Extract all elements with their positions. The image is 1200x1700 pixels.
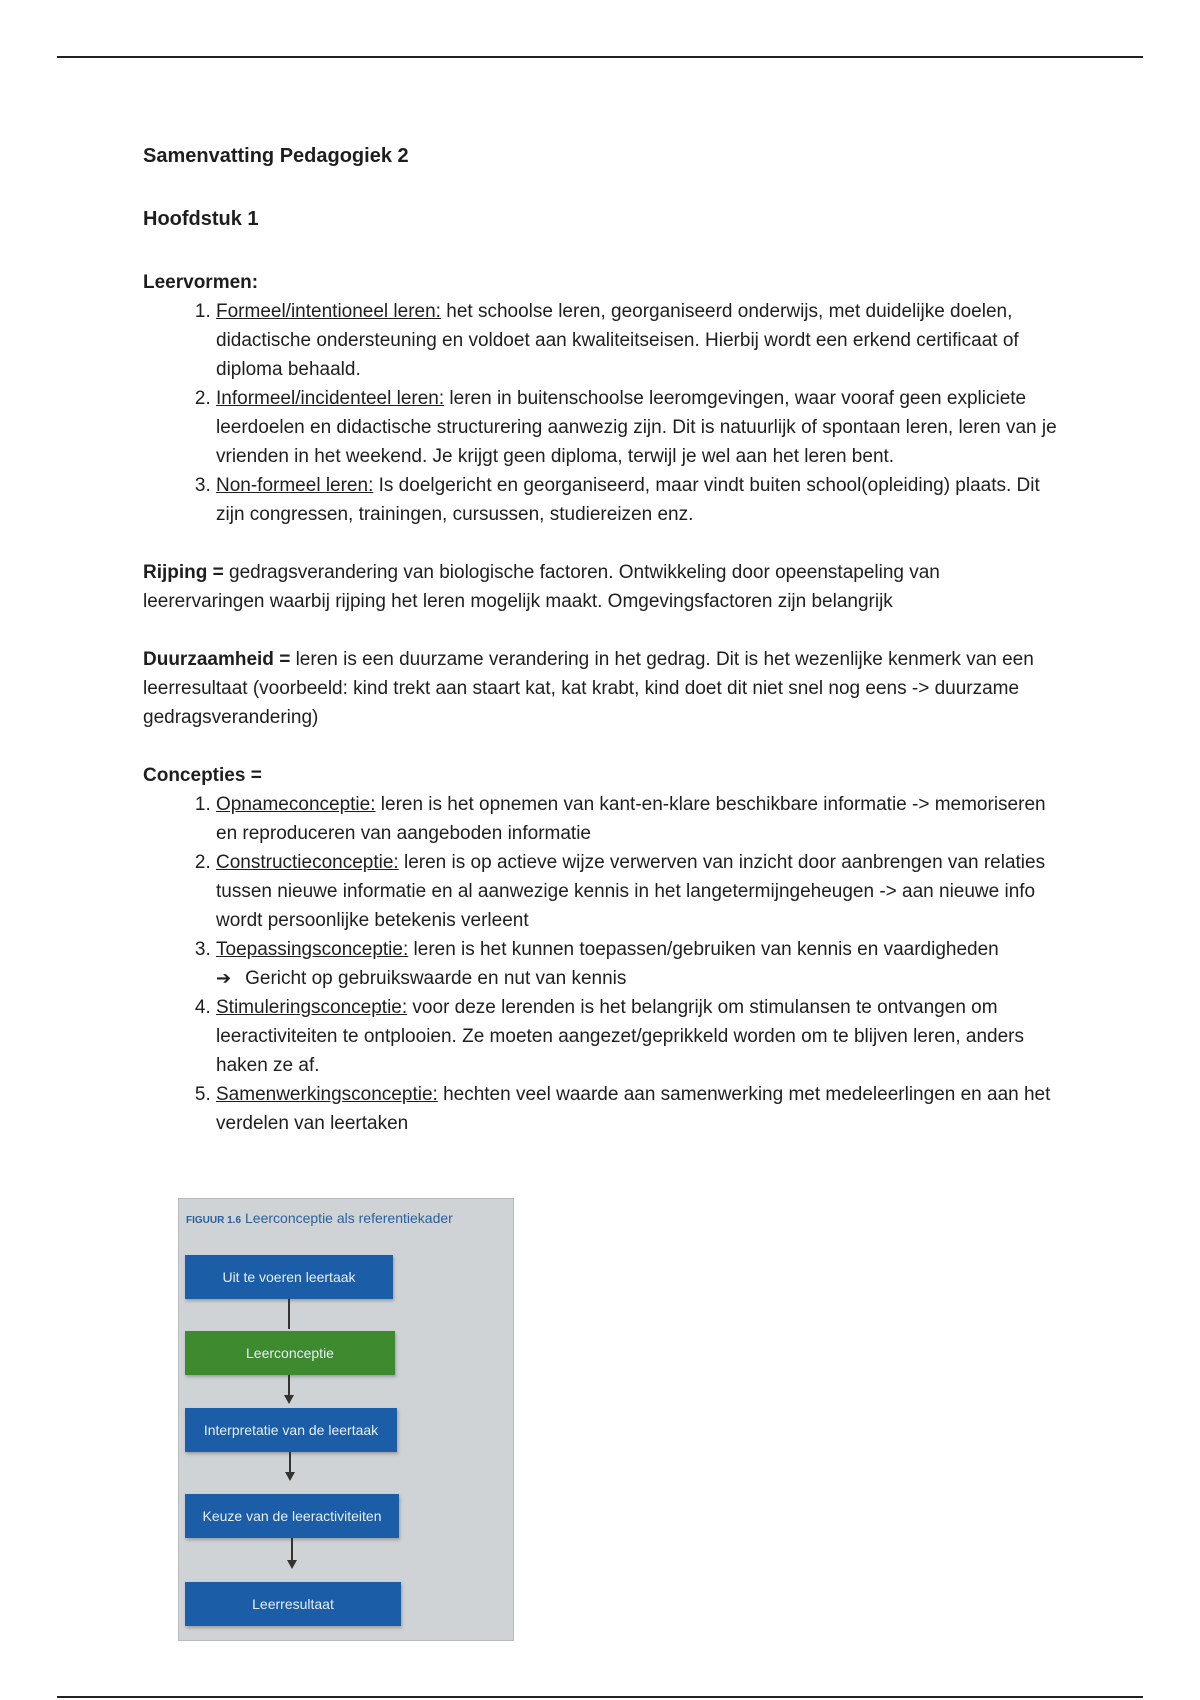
flow-connector bbox=[291, 1538, 293, 1560]
list-item-text: Is doelgericht en georganiseerd, maar vindt buiten school(opleiding) plaats. Dit zijn congressen, trainingen, cursussen, studiereizen enz. bbox=[216, 475, 1040, 525]
rijping-paragraph bbox=[143, 558, 1063, 616]
list-item-text: leren is op actieve wijze verwerven van inzicht door aanbrengen van relaties tussen nieuwe informatie en al aanwezige kennis in het langetermijngeheugen -> aan nieuwe info wordt persoonlijke betekenis verleent bbox=[216, 852, 1046, 931]
duurzaamheid-text: leren is een duurzame verandering in het gedrag. Dit is het wezenlijke kenmerk van een leerresultaat (voorbeeld: kind trekt aan staart kat, kat krabt, kind doet dit niet snel nog eens -> duurzame gedragsverandering) bbox=[143, 649, 1034, 728]
concepties-heading: Concepties = bbox=[143, 765, 262, 786]
arrow-down-icon bbox=[287, 1560, 297, 1569]
leervormen-heading: Leervormen: bbox=[143, 272, 259, 293]
list-item-text: leren is het kunnen toepassen/gebruiken van kennis en vaardigheden bbox=[408, 939, 999, 960]
list-item-term: Stimuleringsconceptie: bbox=[216, 997, 408, 1018]
sub-bullet-text: Gericht op gebruikswaarde en nut van kennis bbox=[245, 968, 627, 989]
sub-bullet bbox=[216, 964, 1063, 993]
document-body bbox=[143, 142, 1063, 1138]
list-item-term: Samenwerkingsconceptie: bbox=[216, 1084, 438, 1105]
list-item-text: leren in buitenschoolse leeromgevingen, waar vooraf geen expliciete leerdoelen en didactische structurering aanwezig zijn. Dit is natuurlijk of spontaan leren, leren van je vrienden in het weekend. Je krijgt geen diploma, terwijl je wel aan het leren bent. bbox=[216, 388, 1057, 467]
flow-connector bbox=[289, 1452, 291, 1472]
top-rule bbox=[57, 56, 1143, 58]
list-item-text: hechten veel waarde aan samenwerking met medeleerlingen en aan het verdelen van leertaken bbox=[216, 1084, 1051, 1134]
list-item bbox=[216, 993, 1063, 1080]
figure-leerconceptie bbox=[178, 1198, 514, 1641]
list-item bbox=[216, 297, 1063, 384]
figure-label: FIGUUR 1.6 bbox=[186, 1215, 242, 1226]
list-item bbox=[216, 384, 1063, 471]
list-item-term: Toepassingsconceptie: bbox=[216, 939, 409, 960]
duurzaamheid-paragraph bbox=[143, 645, 1063, 732]
list-item bbox=[216, 790, 1063, 848]
flow-box-leerconceptie: Leerconceptie bbox=[185, 1331, 395, 1375]
chapter-heading: Hoofdstuk 1 bbox=[143, 208, 259, 230]
list-item bbox=[216, 848, 1063, 935]
list-item-term: Constructieconceptie: bbox=[216, 852, 399, 873]
flow-box-keuze: Keuze van de leeractiviteiten bbox=[185, 1494, 399, 1538]
figure-caption-text: Leerconceptie als referentiekader bbox=[245, 1210, 453, 1226]
flow-connector bbox=[288, 1299, 290, 1329]
concepties-list bbox=[143, 790, 1063, 1138]
list-item bbox=[216, 935, 1063, 993]
right-arrow-icon: ➔ bbox=[216, 968, 232, 988]
duurzaamheid-term: Duurzaamheid = bbox=[143, 649, 291, 670]
list-item-term: Informeel/incidenteel leren: bbox=[216, 388, 445, 409]
arrow-down-icon bbox=[284, 1395, 294, 1404]
arrow-down-icon bbox=[285, 1472, 295, 1481]
document-title: Samenvatting Pedagogiek 2 bbox=[143, 145, 409, 167]
rijping-text: gedragsverandering van biologische factoren. Ontwikkeling door opeenstapeling van leerervaringen waarbij rijping het leren mogelijk maakt. Omgevingsfactoren zijn belangrijk bbox=[143, 562, 940, 612]
list-item bbox=[216, 1080, 1063, 1138]
list-item-term: Opnameconceptie: bbox=[216, 794, 376, 815]
list-item-term: Non-formeel leren: bbox=[216, 475, 374, 496]
bottom-rule bbox=[57, 1696, 1143, 1698]
leervormen-list bbox=[143, 297, 1063, 529]
rijping-term: Rijping = bbox=[143, 562, 224, 583]
list-item-term: Formeel/intentioneel leren: bbox=[216, 301, 441, 322]
flow-box-interpretatie: Interpretatie van de leertaak bbox=[185, 1408, 397, 1452]
flow-box-leerresultaat: Leerresultaat bbox=[185, 1582, 401, 1626]
list-item-text: voor deze lerenden is het belangrijk om stimulansen te ontvangen om leeractiviteiten te ontplooien. Ze moeten aangezet/geprikkeld worden om te blijven leren, anders haken ze af. bbox=[216, 997, 1024, 1076]
list-item-text: leren is het opnemen van kant-en-klare beschikbare informatie -> memoriseren en reproduceren van aangeboden informatie bbox=[216, 794, 1046, 844]
flow-box-leertaak: Uit te voeren leertaak bbox=[185, 1255, 393, 1299]
figure-caption bbox=[186, 1210, 453, 1226]
list-item bbox=[216, 471, 1063, 529]
list-item-text: het schoolse leren, georganiseerd onderwijs, met duidelijke doelen, didactische ondersteuning en voldoet aan kwaliteitseisen. Hierbij wordt een erkend certificaat of diploma behaald. bbox=[216, 301, 1019, 380]
flow-connector bbox=[288, 1375, 290, 1395]
